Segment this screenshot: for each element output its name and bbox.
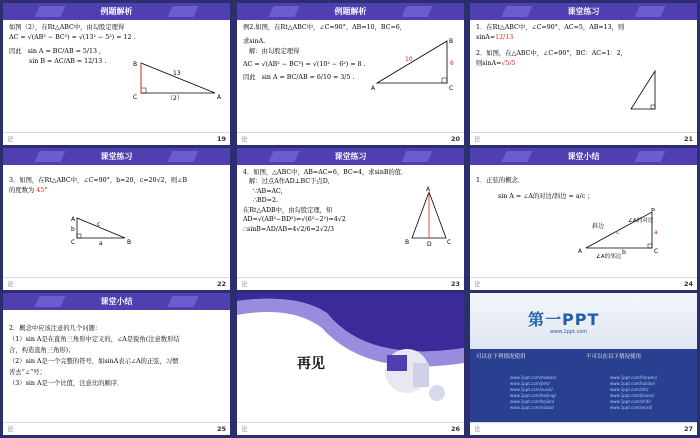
fig-label: C (654, 248, 659, 255)
slide-number: 23 (450, 280, 460, 288)
slide-number: 24 (683, 280, 693, 288)
brand-banner (470, 293, 697, 349)
fig-label: B (651, 208, 656, 213)
fig-label: B (449, 38, 454, 45)
slide-number: 26 (450, 425, 460, 433)
slide-footer: 论 23 (237, 277, 464, 290)
link[interactable]: www.1ppt.com/ziti/ (610, 387, 649, 392)
slide-header: 课堂小结 (3, 293, 230, 310)
triangle-figure (65, 214, 135, 246)
answer-2: √5/5 (501, 60, 516, 68)
goodbye-title: 再见 (297, 356, 325, 372)
slide-body: 3．如图，在Rt△ABC中，∠C=90°，b=20，c=20√2，则∠B 的度数为 45° (9, 177, 188, 195)
fig-label: B (127, 239, 132, 246)
slide-footer: 论 22 (3, 277, 230, 290)
slide-22[interactable] (3, 148, 230, 290)
fig-label: C (447, 239, 452, 246)
link[interactable]: www.1ppt.com/sucai/ (510, 387, 553, 392)
slide-header: 课堂练习 (470, 3, 697, 20)
triangle-figure (402, 186, 456, 250)
fig-label: c (616, 229, 620, 236)
fig-label: 6 (450, 60, 454, 67)
slide-number: 25 (216, 425, 226, 433)
fig-label: （2） (167, 95, 183, 101)
fig-label: C (71, 239, 76, 246)
fig-label: b (71, 226, 75, 233)
slide-footer: 论 21 (470, 132, 697, 145)
logo: 第一PPT (528, 310, 600, 329)
slide-body: 4．如图，△ABC中，AB=AC=6，BC=4，求sinB的值． 解：过点A作AD⊥BC于点D, ∵AB=AC, ∴BD=2. 在Rt△ADB中，由勾股定理，知 AD=√(AB²−BD²)=√(6²−2²)=4√2 ∴sinB=AD/AB=4√2/6=2√2/3 (243, 169, 408, 233)
slide-number: 19 (216, 135, 226, 143)
fig-label: C (449, 85, 454, 92)
slide-19[interactable] (3, 3, 230, 145)
triangle-figure (367, 33, 459, 93)
fig-label: B (405, 239, 410, 246)
slide-header: 课堂练习 (237, 148, 464, 165)
slide-26[interactable] (237, 293, 464, 435)
slide-body: 如图（2），在Rt△ABC中，由勾股定理得 AC = √(AB² − BC²) = √(13² − 5²) = 12 . 因此 sin A = BC/AB = 5/13 , sin B = AC/AB = 12/13 . (9, 24, 136, 66)
logo-url: www.1ppt.com (550, 329, 588, 335)
slide-header: 课堂练习 (3, 148, 230, 165)
link[interactable]: www.1ppt.com/jiaoan/ (610, 393, 655, 398)
slide-body: 2．概念中应该注意的几个问题： （1）sin A是在直角三角形中定义的，∠A是锐角(注意数形结 合，构造直角三角形)； （2）sin A是一个完整的符号，如sinA表示∠A的正弦，习惯 省去“∠”号； （3）sin A是一个比值，注意比的顺序． (9, 325, 180, 388)
triangle-figure (133, 59, 223, 101)
fig-label: a (654, 229, 658, 236)
fig-label: a (99, 240, 103, 246)
info-panel (470, 349, 697, 423)
fig-label: A (578, 248, 583, 255)
slide-header: 例题解析 (237, 3, 464, 20)
slide-footer: 论 27 (470, 422, 697, 435)
slide-header: 例题解析 (3, 3, 230, 20)
slide-header: 课堂小结 (470, 148, 697, 165)
fig-label: C (133, 94, 138, 101)
right-title: 不可以在以下情况使用 (586, 354, 642, 360)
slide-number: 22 (216, 280, 226, 288)
slide-27[interactable] (470, 293, 697, 435)
slide-number: 21 (683, 135, 693, 143)
triangle-figure (625, 67, 665, 115)
link[interactable]: www.1ppt.com/tubiao/ (610, 381, 656, 386)
fig-label: A (371, 85, 376, 92)
triangle-figure (566, 208, 672, 260)
slide-footer: 论 19 (3, 132, 230, 145)
link[interactable]: www.1ppt.com/moban/ (510, 375, 557, 380)
fig-label: D (427, 241, 432, 248)
link[interactable]: www.1ppt.com/word/ (610, 405, 653, 410)
slide-footer: 论 24 (470, 277, 697, 290)
fig-label: B (133, 61, 138, 68)
slide-number: 27 (683, 425, 693, 433)
link[interactable]: www.1ppt.com/fanwen/ (610, 375, 658, 380)
answer-1: 12/13 (495, 34, 514, 42)
slide-footer: 论 20 (237, 132, 464, 145)
fig-label: b (622, 249, 626, 256)
answer-1: 45° (36, 187, 48, 195)
slide-21[interactable] (470, 3, 697, 145)
slide-number: 20 (450, 135, 460, 143)
slide-body: 1．正弦的概念． sin A = ∠A的对边/斜边 = a/c ； (476, 177, 594, 201)
link[interactable]: www.1ppt.com/shiti/ (610, 399, 651, 404)
fig-label: A (426, 186, 431, 193)
fig-label: A (217, 94, 222, 101)
fig-label: 13 (173, 70, 181, 77)
slide-footer: 论 25 (3, 422, 230, 435)
slide-footer: 论 26 (237, 422, 464, 435)
link[interactable]: www.1ppt.com/kejian/ (510, 399, 555, 404)
slide-24[interactable] (470, 148, 697, 290)
link[interactable]: www.1ppt.com/xiazai/ (510, 405, 555, 410)
decorative-background (237, 293, 464, 423)
link[interactable]: www.1ppt.com/jieri/ (510, 381, 550, 386)
slide-body: 1．在Rt△ABC中，∠C=90°，AC=5，AB=13，则 sinA=12/13 2．如图，在△ABC中，∠C=90°，BC：AC=1：2， 则sinA=√5/5 (476, 24, 627, 68)
fig-label: ∠A的对边 (628, 218, 654, 224)
slide-body: 例2.如图，在Rt△ABC中，∠C=90°，AB=10，BC=6， 求sinA. 解：由勾股定理得 AC = √(AB² − BC²) = √(10² − 6²) = 8 . 因此 sin A = BC/AB = 6/10 = 3/5 . (243, 24, 407, 82)
fig-label: c (97, 221, 101, 228)
slide-25[interactable] (3, 293, 230, 435)
fig-label: 10 (405, 56, 413, 63)
right-links (610, 375, 657, 411)
left-links (510, 375, 556, 411)
slide-23[interactable] (237, 148, 464, 290)
left-title: 可以在下列情况使用 (476, 354, 526, 360)
fig-label: A (71, 216, 76, 223)
fig-label: ∠A的邻边 (596, 254, 622, 260)
slide-20[interactable] (237, 3, 464, 145)
link[interactable]: www.1ppt.com/beijing/ (510, 393, 556, 398)
fig-label: 斜边 (592, 223, 605, 230)
